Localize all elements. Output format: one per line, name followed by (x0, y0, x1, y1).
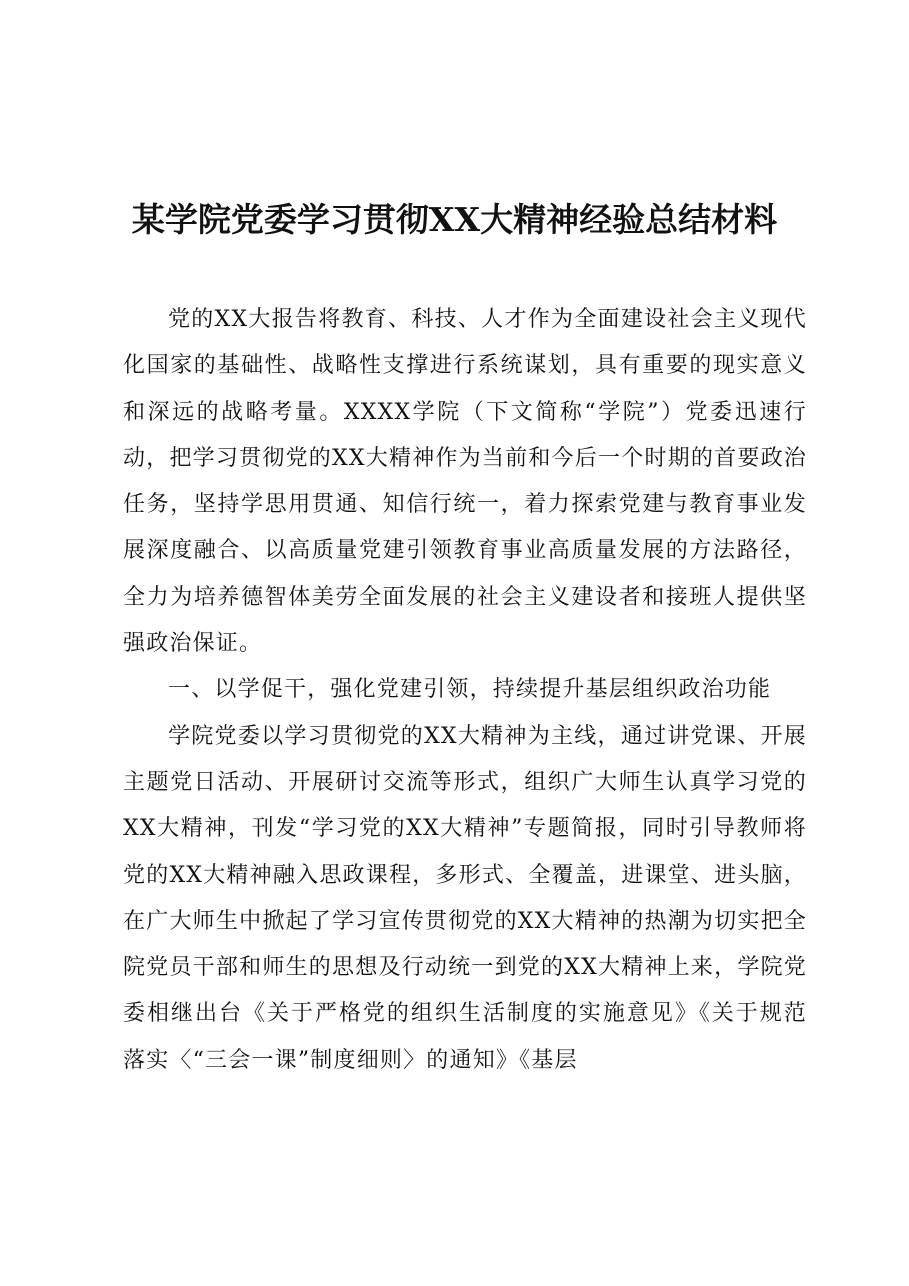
paragraph-intro: 党的XX大报告将教育、科技、人才作为全面建设社会主义现代化国家的基础性、战略性支撑进行系统谋划，具有重要的现实意义和深远的战略考量。XXXX学院（下文简称“学院”）党委迅速行动，把学习贯彻党的XX大精神作为当前和今后一个时期的首要政治任务，坚持学思用贯通、知信行统一，着力探索党建与教育事业发展深度融合、以高质量党建引领教育事业高质量发展的方法路径，全力为培养德智体美劳全面发展的社会主义建设者和接班人提供坚强政治保证。 (123, 307, 807, 657)
document-title: 某学院党委学习贯彻XX大精神经验总结材料 (131, 200, 778, 239)
paragraph-section-1: 学院党委以学习贯彻党的XX大精神为主线，通过讲党课、开展主题党日活动、开展研讨交流等形式，组织广大师生认真学习党的XX大精神，刊发“学习党的XX大精神”专题简报，同时引导教师将党的XX大精神融入思政课程，多形式、全覆盖，进课堂、进头脑，在广大师生中掀起了学习宣传贯彻党的XX大精神的热潮为切实把全院党员干部和师生的思想及行动统一到党的XX大精神上来，学院党委相继出台《关于严格党的组织生活制度的实施意见》《关于规范落实〈“三会一课”制度细则〉的通知》《基层 (123, 723, 807, 1073)
document-body (123, 297, 807, 1084)
section-heading-1: 一、以学促干，强化党建引领，持续提升基层组织政治功能 (168, 677, 772, 703)
